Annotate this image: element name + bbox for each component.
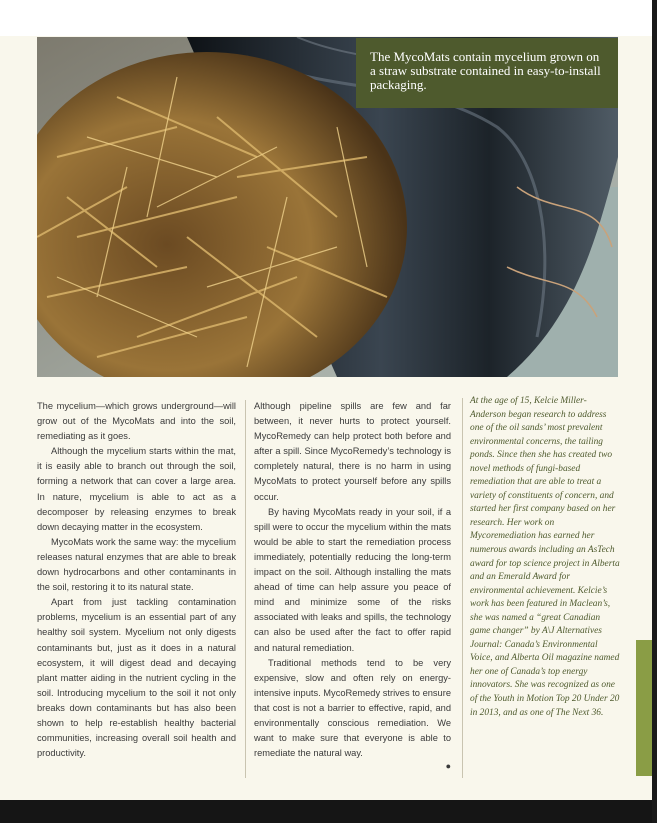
paragraph: Although the mycelium starts within the mat, it is easily able to branch out through the soil, forming a network that can cover a large area. In nature, mycelium is able to act as a decomposer by releasing enzymes to break down decaying matter in the ecosystem. (37, 446, 236, 532)
column-divider (245, 400, 246, 778)
paragraph: Traditional methods tend to be very expensive, slow and often rely on energy-intensive inputs. MycoRemedy strives to ensure that cost is not a barrier to effective, rapid, and environmentally conscious remediation. We want to make sure that everyone is able to remediate the natural way. (254, 657, 451, 759)
paragraph: By having MycoMats ready in your soil, if a spill were to occur the mycelium within the mats would be able to start the remediation process immediately, potentially reducing the long-term impact on the soil. Although installing the mats ahead of time can help assure you peace of mind and minimize some of the risks associated with leaks and spills, the technology can also be used after the fact to offer rapid and natural remediation. (254, 506, 451, 653)
bottom-band (0, 800, 652, 823)
end-mark-icon: ● (445, 761, 451, 772)
bio-sidebar (470, 395, 620, 720)
page-edge-rule (652, 0, 657, 823)
sidebar-divider (462, 398, 463, 778)
paragraph: MycoMats work the same way: the mycelium releases natural enzymes that are able to break down hydrocarbons and other contaminants in the soil, restoring it to its natural state. (37, 536, 236, 593)
sidebar-text: At the age of 15, Kelcie Miller-Anderson began research to address one of the oil sands’ most prevalent environmental concerns, the tailing ponds. Since then she has created two novel methods of fungi-based remediation that are able to treat a variety of constituents of concern, and started her first company based on her research. Her work on Mycoremediation has earned her numerous awards including an AsTech award for top science project in Alberta and an Emerald Award for environmental achievement. Kelcie’s work has been featured in Maclean’s, she was named a “great Canadian game changer” by A\J Alternatives Journal: Canada’s Environmental Voice, and Alberta Oil magazine named her one of Canada’s top energy innovators. She was recognized as one of the Youth in Motion Top 20 Under 20 in 2013, and as one of The Next 36. (470, 396, 620, 718)
paragraph: The mycelium—which grows underground—will grow out of the MycoMats and into the soil, remediating as it goes. (37, 401, 236, 442)
paragraph: Although pipeline spills are few and far between, it never hurts to protect yourself. MycoRemedy can help protect both before and after a spill. Since MycoRemedy’s technology is completely natural, there is no harm in using MycoMats to protect yourself before any spills occur. (254, 401, 451, 502)
paragraph: Apart from just tackling contamination problems, mycelium is an essential part of any healthy soil system. Mycelium not only digests contaminants but, just as it does in a natural ecosystem, it will digest dead and decaying plant matter aiding in the nutrient cycling in the soil. Introducing mycelium to the soil it not only breaks down contaminants but has also been shown to help re-establish healthy bacterial communities, increasing overall soil health and productivity. (37, 597, 236, 759)
photo-caption (356, 38, 618, 108)
article-column-2 (254, 399, 451, 774)
top-margin (0, 0, 652, 36)
caption-text: The MycoMats contain mycelium grown on a straw substrate contained in easy-to-install packaging. (370, 49, 601, 92)
section-tab (636, 640, 652, 776)
article-column-1 (37, 399, 236, 761)
